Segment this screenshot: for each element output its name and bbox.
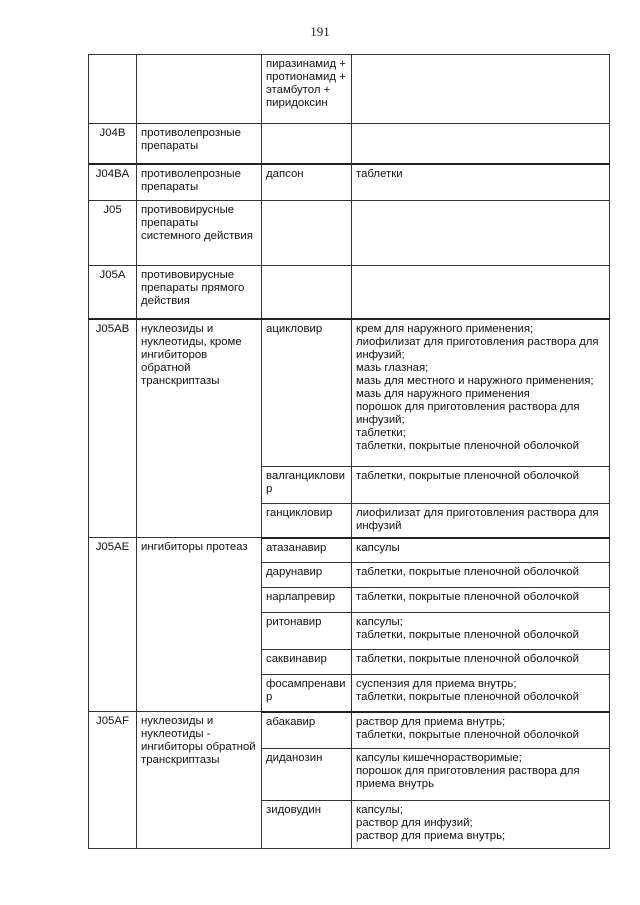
table-row	[89, 55, 610, 124]
drug-name-cell: дарунавир	[262, 563, 352, 588]
dosage-form-line: крем для наружного применения;	[356, 322, 534, 335]
dosage-form-line: таблетки, покрытые пленочной оболочкой	[356, 439, 580, 452]
dosage-form-line: мазь глазная;	[356, 361, 429, 374]
dosage-form-line: капсулы;	[356, 616, 403, 628]
group-name-cell: противовирусные препараты прямого действия	[137, 266, 262, 319]
drug-name-cell: ритонавир	[262, 613, 352, 650]
atc-code-cell: J05A	[89, 266, 137, 319]
atc-code-cell: J05AB	[89, 319, 137, 538]
atc-code-cell: J04B	[89, 124, 137, 164]
dosage-form-line: капсулы;	[356, 804, 403, 816]
atc-code-cell: J05AF	[89, 712, 137, 849]
atc-code-cell	[89, 55, 137, 124]
dosage-form-line: таблетки, покрытые пленочной оболочкой	[356, 691, 580, 703]
dosage-forms-cell	[352, 266, 610, 319]
drug-name-cell: зидовудин	[262, 801, 352, 849]
drug-name-cell: ганцикловир	[262, 504, 352, 538]
table-row	[89, 201, 610, 266]
table-row	[89, 319, 610, 467]
table-row	[89, 124, 610, 164]
drug-name-cell	[262, 266, 352, 319]
drug-name-cell: атазанавир	[262, 538, 352, 563]
drug-name-cell: саквинавир	[262, 650, 352, 675]
dosage-form-line: лиофилизат для приготовления раствора для инфузий;	[356, 335, 599, 361]
page-number: 191	[310, 24, 330, 39]
dosage-form-line: раствор для приема внутрь;	[356, 715, 506, 728]
dosage-form-line: таблетки;	[356, 426, 406, 439]
dosage-form-line: раствор для приема внутрь;	[356, 830, 506, 842]
dosage-form-line: раствор для инфузий;	[356, 817, 473, 829]
group-name-cell: нуклеозиды и нуклеотиды, кроме ингибиторов обратной транскриптазы	[137, 319, 262, 538]
dosage-forms-cell: таблетки, покрытые пленочной оболочкой	[352, 563, 610, 588]
atc-code-cell: J04BA	[89, 164, 137, 201]
group-name-cell: противовирусные препараты системного действия	[137, 201, 262, 266]
dosage-forms-cell: таблетки, покрытые пленочной оболочкой	[352, 650, 610, 675]
table-row	[89, 164, 610, 201]
group-name-cell: противолепрозные препараты	[137, 164, 262, 201]
dosage-form-line: мазь для наружного применения	[356, 387, 530, 400]
dosage-forms-cell: таблетки	[352, 164, 610, 201]
table-row	[89, 266, 610, 319]
dosage-form-line: таблетки, покрытые пленочной оболочкой	[356, 728, 580, 741]
atc-code-cell: J05	[89, 201, 137, 266]
drug-name-cell: валганцикловир	[262, 467, 352, 504]
atc-code-cell: J05AE	[89, 538, 137, 712]
dosage-form-line: таблетки, покрытые пленочной оболочкой	[356, 629, 580, 641]
dosage-form-line: порошок для приготовления раствора для инфузий;	[356, 400, 580, 426]
dosage-forms-cell: капсулы	[352, 538, 610, 563]
dosage-form-line: суспензия для приема внутрь;	[356, 678, 517, 690]
group-name-cell	[137, 55, 262, 124]
dosage-forms-cell	[352, 319, 610, 467]
dosage-forms-cell	[352, 801, 610, 849]
group-name-cell: нуклеозиды и нуклеотиды - ингибиторы обратной транскриптазы	[137, 712, 262, 849]
drug-name-cell: ацикловир	[262, 319, 352, 467]
drug-name-cell: дапсон	[262, 164, 352, 201]
group-name-cell: противолепрозные препараты	[137, 124, 262, 164]
drug-name-cell: диданозин	[262, 749, 352, 801]
drug-name-cell	[262, 124, 352, 164]
drug-classification-table	[88, 54, 610, 849]
drug-name-cell: нарлапревир	[262, 588, 352, 613]
dosage-forms-cell	[352, 55, 610, 124]
dosage-forms-cell	[352, 201, 610, 266]
dosage-form-line: капсулы кишечнорастворимые;	[356, 752, 522, 764]
drug-name-cell: абакавир	[262, 712, 352, 749]
dosage-forms-cell: таблетки, покрытые пленочной оболочкой	[352, 588, 610, 613]
dosage-form-line: мазь для местного и наружного применения;	[356, 374, 594, 387]
dosage-forms-cell	[352, 675, 610, 712]
dosage-forms-cell	[352, 613, 610, 650]
group-name-cell: ингибиторы протеаз	[137, 538, 262, 712]
dosage-forms-cell	[352, 712, 610, 749]
drug-name-cell: фосампренавир	[262, 675, 352, 712]
drug-name-cell: пиразинамид + протионамид + этамбутол + пиридоксин	[262, 55, 352, 124]
dosage-forms-cell: лиофилизат для приготовления раствора для инфузий	[352, 504, 610, 538]
dosage-forms-cell: таблетки, покрытые пленочной оболочкой	[352, 467, 610, 504]
table-row	[89, 712, 610, 749]
dosage-form-line: порошок для приготовления раствора для приема внутрь	[356, 765, 580, 790]
dosage-forms-cell	[352, 749, 610, 801]
drug-name-cell	[262, 201, 352, 266]
table-row	[89, 538, 610, 563]
dosage-forms-cell	[352, 124, 610, 164]
